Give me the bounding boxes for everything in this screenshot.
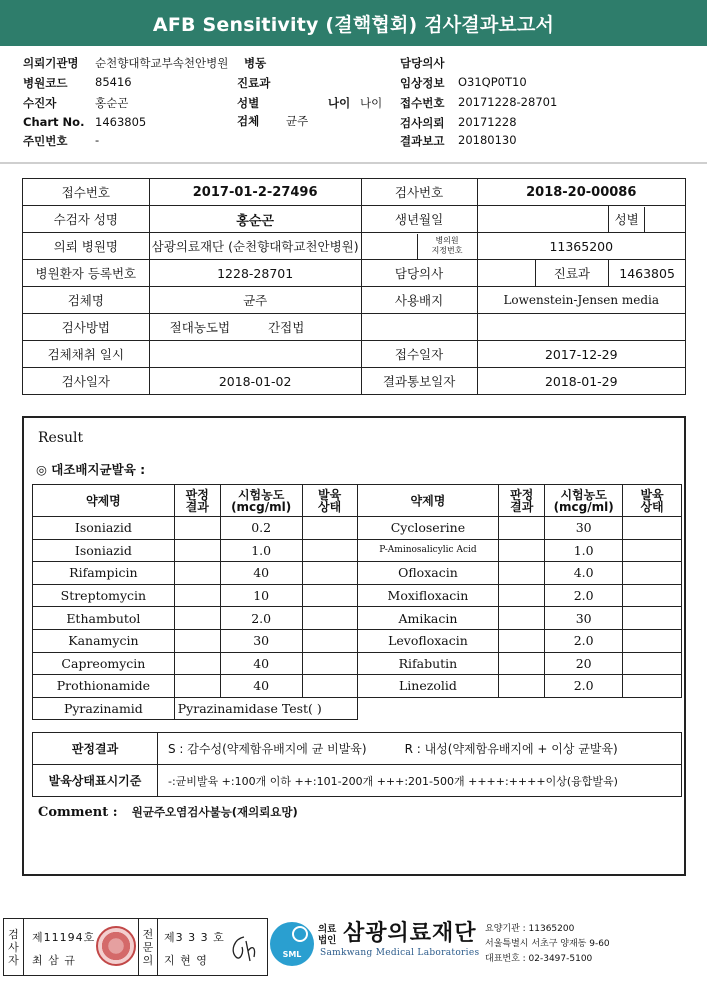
examiner-license: 제11194호 [32,931,96,944]
examiner-label: 검 사 자 [4,919,24,975]
drug-name: Cycloserine [357,517,499,540]
col-growth: 발육 상태 [302,485,357,517]
req-hosp-label: 의뢰 병원명 [23,233,150,260]
ward-label: 병동 [244,56,267,70]
designated-label: 병의원 지정번호 [417,234,477,259]
test-date: 2018-01-02 [149,368,361,395]
conc: 4.0 [545,562,623,585]
method-a: 절대농도법 [169,320,231,335]
report-label: 결과보고 [400,134,445,148]
judge [174,562,220,585]
sml-logo: SML [270,922,314,966]
clinical-label: 임상정보 [400,76,445,90]
judge [499,584,545,607]
judge [174,517,220,540]
collector-label: 수진자 [23,96,57,110]
judge [174,629,220,652]
method-b: 간접법 [268,320,305,335]
judge [174,675,220,698]
judge [499,607,545,630]
dob-label: 생년월일 [361,206,477,233]
col-conc: 시험농도 (mcg/ml) [545,485,623,517]
notify-date-label: 결과통보일자 [361,368,477,395]
conc: 2.0 [220,607,302,630]
specialist-license: 제3 3 3 호 [164,931,225,944]
conc: 1.0 [545,539,623,562]
drug-name: Linezolid [357,675,499,698]
drug-name: Ofloxacin [357,562,499,585]
drug-name: Levofloxacin [357,629,499,652]
growth [623,607,682,630]
patient: 홍순곤 [149,206,361,233]
req-org-label: 의뢰기관명 [23,56,79,70]
table-row [33,584,682,607]
col-drug: 약제명 [33,485,175,517]
reg-label: 병원환자 등록번호 [23,260,150,287]
conc: 30 [220,629,302,652]
interp-r: R : 내성(약제함유배지에 + 이상 균발육) [404,742,618,756]
logo-dot [292,926,308,942]
table-row [33,607,682,630]
col-judge: 판정 결과 [499,485,545,517]
drug-name: Amikacin [357,607,499,630]
drug-name: Rifabutin [357,652,499,675]
report-title: AFB Sensitivity (결핵협회) 검사결과보고서 [0,0,707,46]
growth [623,629,682,652]
table-row [33,539,682,562]
growth [302,629,357,652]
growth [623,539,682,562]
signature-mark [226,931,262,967]
col-conc: 시험농도 (mcg/ml) [220,485,302,517]
growth [623,675,682,698]
test-date-label: 검사일자 [23,368,150,395]
specimen-info-table [22,178,686,395]
drug-susceptibility-table [32,484,682,720]
test-no: 2018-20-00086 [477,179,685,206]
conc: 30 [545,607,623,630]
drug-name: Capreomycin [33,652,175,675]
org-name-en: Samkwang Medical Laboratories [320,948,480,958]
interpretation-table [32,732,682,797]
conc: 40 [220,562,302,585]
age-label: 나이 [328,96,351,110]
receipt-no: 2017-01-2-27496 [149,179,361,206]
chart-label: Chart No. [23,115,85,129]
table-row [33,562,682,585]
media: Lowenstein-Jensen media [477,287,685,314]
receipt-label: 접수번호 [400,96,445,110]
reg: 1228-28701 [149,260,361,287]
table-row [33,652,682,675]
drug-name: Ethambutol [33,607,175,630]
table-row [33,675,682,698]
drug-name: Moxifloxacin [357,584,499,607]
examiner-name: 최 삼 규 [32,954,76,967]
method-label: 검사방법 [23,314,150,341]
dept: 1463805 [609,260,686,287]
growth [302,607,357,630]
growth [302,675,357,698]
interp-label: 판정결과 [33,733,158,765]
patient-label: 수검자 성명 [23,206,150,233]
test-req-label: 검사의뢰 [400,116,445,130]
judge [499,652,545,675]
blank-cell [477,314,685,341]
hosp-code-label: 병원코드 [23,76,68,90]
growth [302,652,357,675]
conc: 2.0 [545,584,623,607]
growth-criteria: -:균비발육 +:100개 이하 ++:101-200개 +++:201-500개 ++++:++++이상(융합발육) [158,765,682,797]
clinical: O31QP0T10 [458,75,527,89]
blank-area [357,697,681,720]
doctor-value [477,260,535,287]
judge [174,607,220,630]
org-name: 삼광의료재단 [343,921,477,946]
age: 나이 [360,96,383,110]
specimen-label: 검체 [237,114,260,128]
resident: - [95,133,100,147]
seal-stamp [96,926,136,966]
judge [499,675,545,698]
conc: 30 [545,517,623,540]
result-panel [22,416,686,876]
drug-name: Pyrazinamid [33,697,175,720]
test-req: 20171228 [458,115,517,129]
accept-date-label: 접수일자 [361,341,477,368]
growth [623,584,682,607]
specialist-name: 지 현 영 [164,954,208,967]
table-row [33,517,682,540]
drug-name: Prothionamide [33,675,175,698]
conc: 2.0 [545,629,623,652]
dept-label: 진료과 [535,260,609,287]
media-label: 사용배지 [361,287,477,314]
req-hosp: 삼광의료재단 (순천향대학교천안병원) [149,233,361,260]
collect-date-label: 검체채취 일시 [23,341,150,368]
comment [38,804,298,820]
signature-box [3,918,268,976]
hosp-code: 85416 [95,75,132,89]
chart-no: 1463805 [95,115,147,129]
judge [499,539,545,562]
growth [302,562,357,585]
interp-s: S : 감수성(약제함유배지에 균 비발육) [168,742,367,756]
drug-name: Rifampicin [33,562,175,585]
sex-label: 성별 [237,96,260,110]
growth [623,517,682,540]
resident-label: 주민번호 [23,134,68,148]
conc: 40 [220,652,302,675]
growth [623,562,682,585]
col-judge: 판정 결과 [174,485,220,517]
control-culture-label: ◎ 대조배지균발육 : [36,462,146,477]
blank-cell [361,314,477,341]
judge [499,517,545,540]
accept-date: 2017-12-29 [477,341,685,368]
col-growth: 발육 상태 [623,485,682,517]
req-org: 순천향대학교부속천안병원 [95,56,229,70]
conc: 1.0 [220,539,302,562]
judge [174,584,220,607]
table-row [33,629,682,652]
judge [174,539,220,562]
growth [302,584,357,607]
conc: 10 [220,584,302,607]
drug-name: Isoniazid [33,517,175,540]
growth [623,652,682,675]
org-info: 요양기관 : 11365200 서울특별시 서초구 양재동 9-60 대표번호 : 02-3497-5100 [485,924,610,964]
growth-criteria-label: 발육상태표시기준 [33,765,158,797]
specimen-label: 검체명 [23,287,150,314]
comment-label: Comment : [38,805,118,820]
conc: 2.0 [545,675,623,698]
drug-name: P-Aminosalicylic Acid [357,539,499,562]
doctor-label: 담당의사 [361,260,477,287]
collector: 홍순곤 [95,96,129,110]
drug-name: Streptomycin [33,584,175,607]
report: 20180130 [458,133,517,147]
table-row [33,697,682,720]
dept-label: 진료과 [237,76,271,90]
conc: 40 [220,675,302,698]
growth [302,539,357,562]
sex-label: 성별 [609,207,645,232]
drug-name: Isoniazid [33,539,175,562]
col-drug: 약제명 [357,485,499,517]
conc: 0.2 [220,517,302,540]
growth [302,517,357,540]
judge [174,652,220,675]
result-title: Result [38,430,84,446]
report-header [0,46,707,164]
doctor-label: 담당의사 [400,56,445,70]
judge [499,629,545,652]
collect-date [149,341,361,368]
receipt: 20171228-28701 [458,95,558,109]
specimen: 균주 [149,287,361,314]
pza-test: Pyrazinamidase Test( ) [174,697,357,720]
org-type: 의료 법인 [318,924,337,946]
designated-no: 11365200 [477,233,685,260]
comment-text: 원균주오염검사불능(재의뢰요망) [131,805,298,819]
dob [477,206,609,233]
test-no-label: 검사번호 [361,179,477,206]
judge [499,562,545,585]
specialist-label: 전 문 의 [138,919,158,975]
receipt-no-label: 접수번호 [23,179,150,206]
footer [0,904,707,984]
conc: 20 [545,652,623,675]
notify-date: 2018-01-29 [477,368,685,395]
drug-name: Kanamycin [33,629,175,652]
specimen: 균주 [286,114,309,128]
